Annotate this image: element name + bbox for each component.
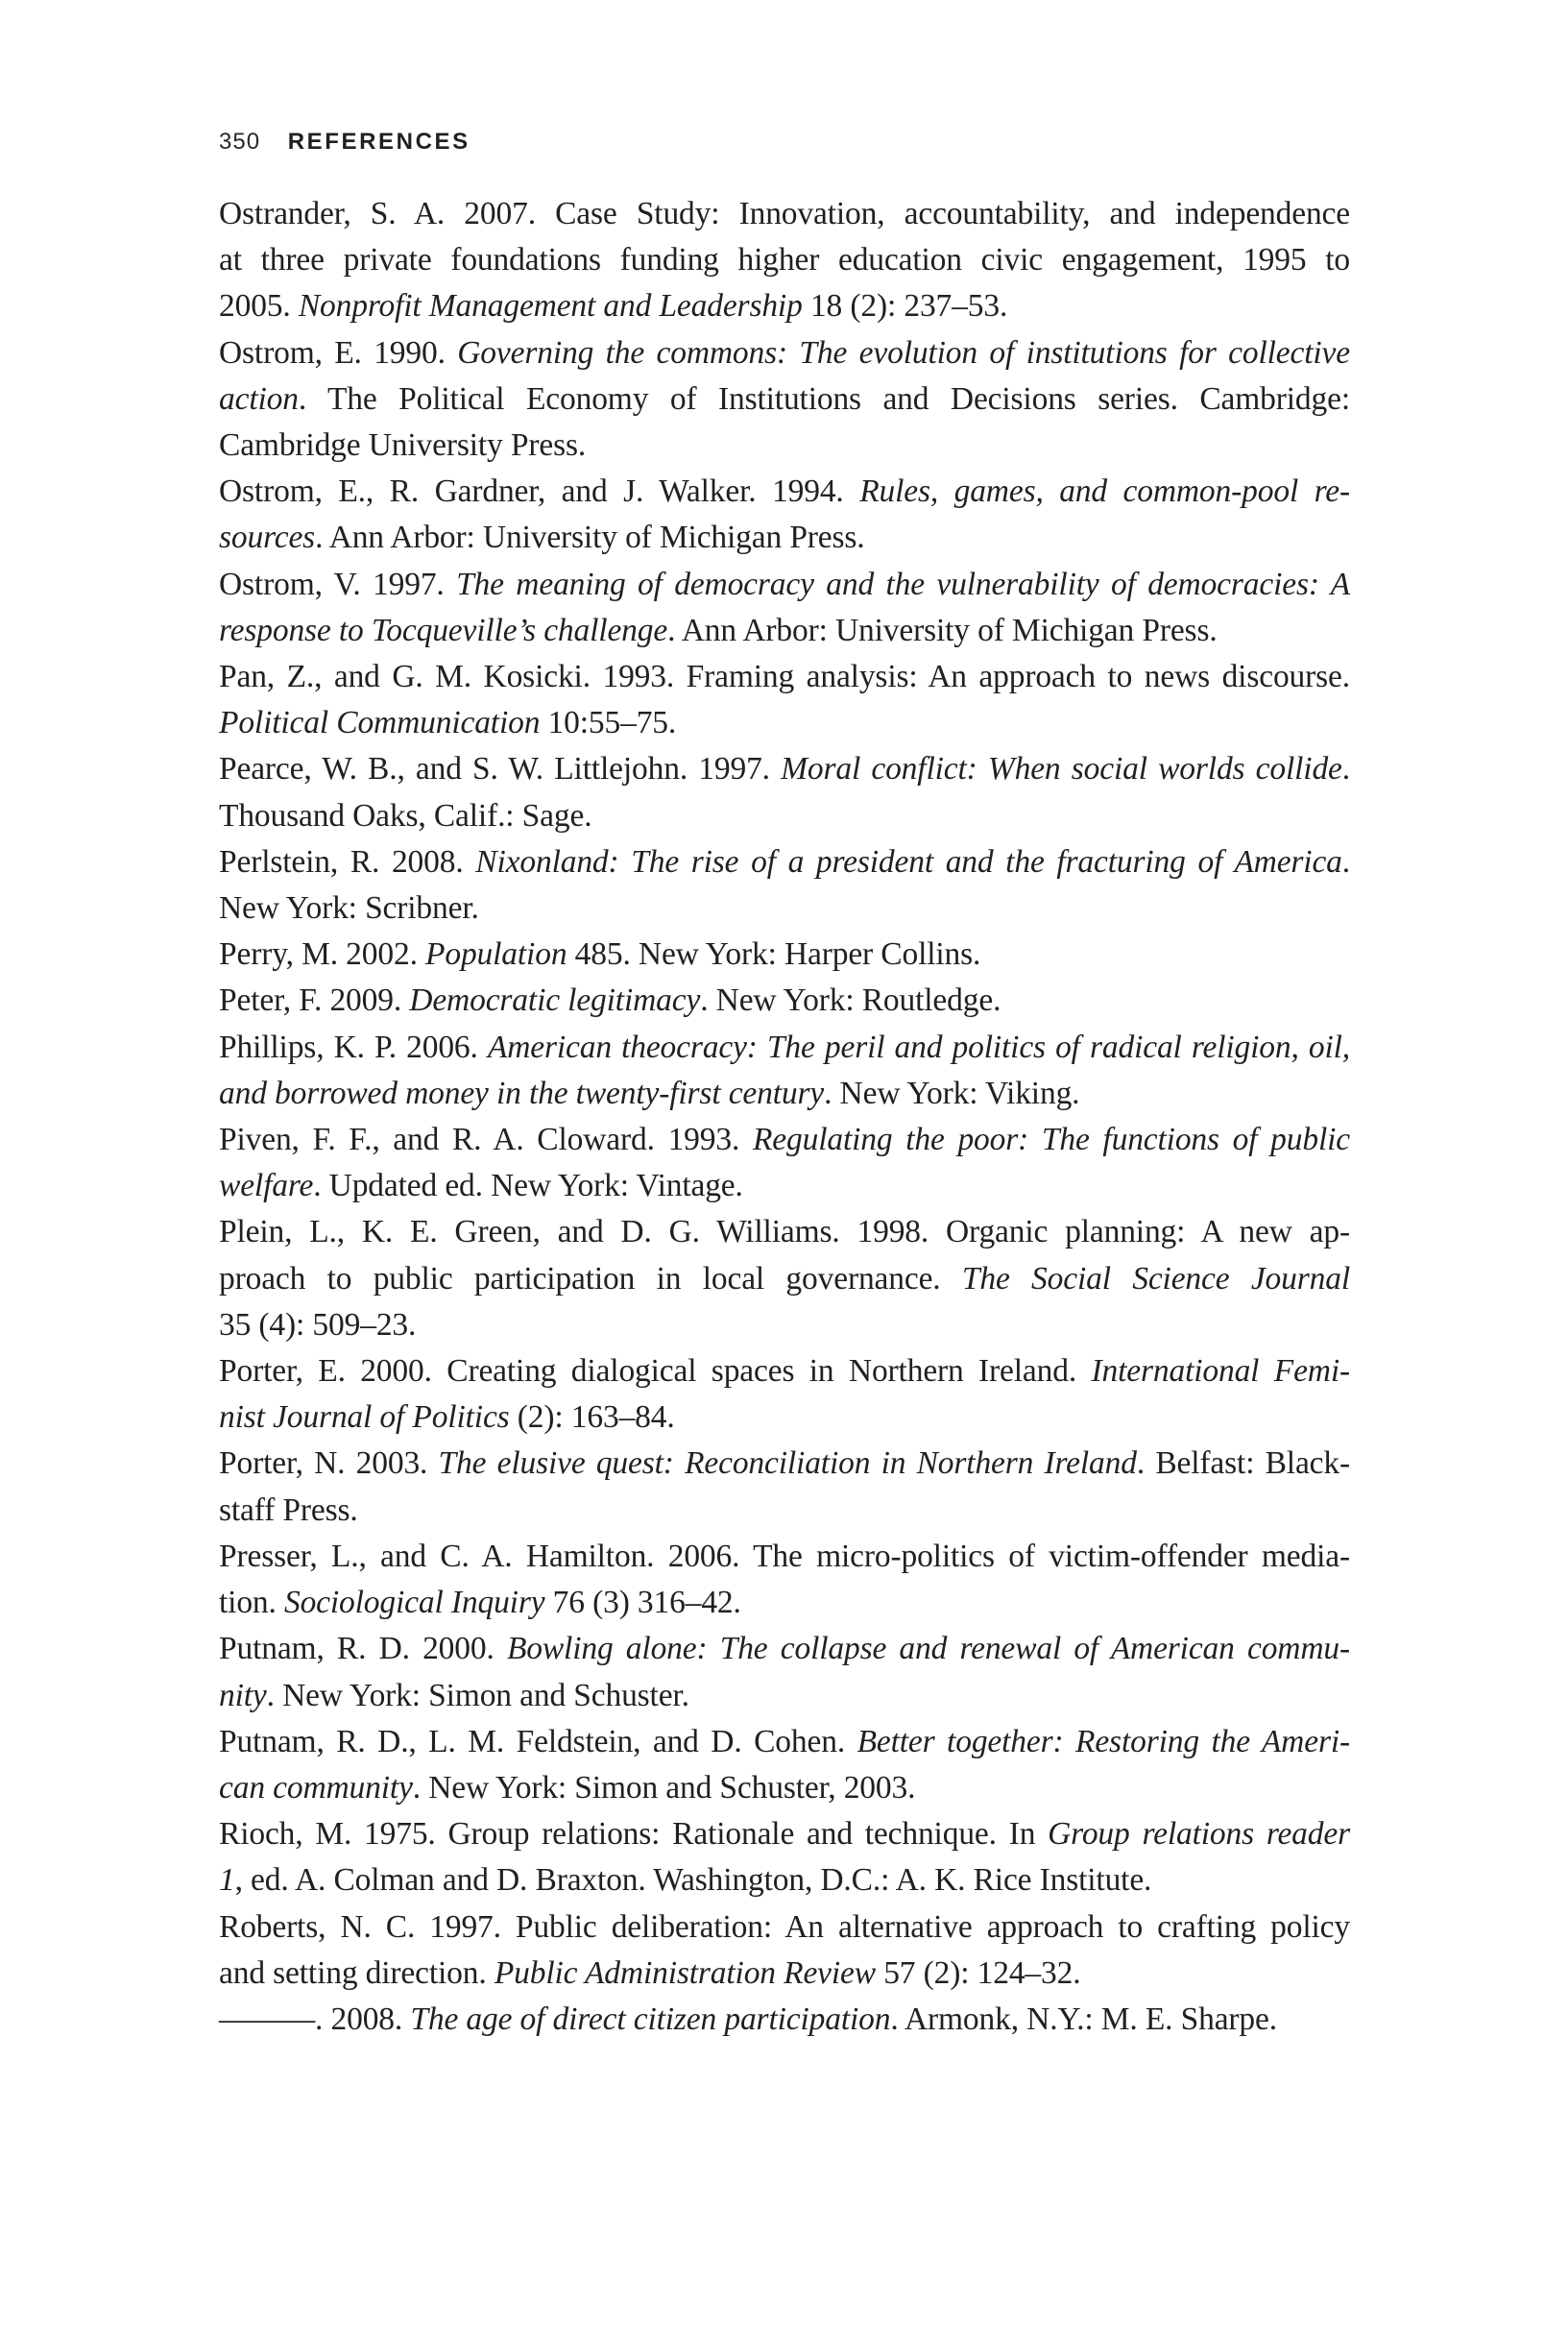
reference-line bbox=[219, 1163, 1350, 1209]
reference-entry bbox=[219, 1025, 1350, 1117]
reference-text: 35 (4): 509–23. bbox=[219, 1306, 417, 1343]
reference-text: . New York: Simon and Schuster. bbox=[266, 1677, 689, 1713]
reference-line bbox=[219, 793, 1350, 839]
reference-italic-title: Bowling alone: The collapse and renewal of American commu- bbox=[506, 1631, 1351, 1667]
reference-line bbox=[219, 1025, 1350, 1071]
reference-text: . Ann Arbor: University of Michigan Press. bbox=[667, 612, 1218, 648]
reference-entry bbox=[219, 1348, 1350, 1441]
reference-text: 10:55–75. bbox=[540, 705, 677, 741]
reference-text: . bbox=[1341, 843, 1351, 880]
reference-line bbox=[219, 1209, 1350, 1255]
reference-line bbox=[219, 191, 1350, 237]
reference-italic-title: The age of direct citizen participation bbox=[410, 2000, 891, 2037]
reference-italic-title: Governing the commons: The evolution of institutions for collective bbox=[457, 334, 1350, 371]
reference-line bbox=[219, 1117, 1350, 1163]
reference-text: Porter, E. 2000. Creating dialogical spaces in Northern Ireland. bbox=[219, 1353, 1092, 1390]
reference-text: , ed. A. Colman and D. Braxton. Washington, D.C.: A. K. Rice Institute. bbox=[234, 1862, 1152, 1899]
reference-text: 2005. bbox=[219, 288, 299, 325]
reference-text: . The Political Economy of Institutions and Decisions series. Cambridge: bbox=[298, 380, 1350, 417]
reference-text: New York: Scribner. bbox=[219, 890, 479, 927]
reference-text: 485. New York: Harper Collins. bbox=[567, 936, 981, 973]
reference-line bbox=[219, 700, 1350, 746]
reference-italic-title: Democratic legitimacy bbox=[409, 982, 701, 1019]
reference-line bbox=[219, 885, 1350, 932]
reference-text: Peter, F. 2009. bbox=[219, 982, 410, 1019]
reference-line bbox=[219, 1580, 1350, 1626]
reference-text: Ostrander, S. A. 2007. Case Study: Innovation, accountability, and independence bbox=[219, 196, 1350, 231]
reference-text: Piven, F. F., and R. A. Cloward. 1993. bbox=[219, 1122, 753, 1158]
reference-line bbox=[219, 330, 1350, 376]
reference-italic-title: Nonprofit Management and Leadership bbox=[298, 288, 803, 325]
reference-entry bbox=[219, 1997, 1350, 2043]
reference-entry bbox=[219, 469, 1350, 561]
reference-italic-title: Group relations reader bbox=[1048, 1816, 1350, 1853]
reference-italic-title: The Social Science Journal bbox=[961, 1260, 1350, 1297]
section-title: REFERENCES bbox=[287, 129, 470, 155]
reference-line bbox=[219, 1302, 1350, 1348]
reference-text: Porter, N. 2003. bbox=[219, 1445, 439, 1482]
reference-text: Roberts, N. C. 1997. Public deliberation: An alternative approach to crafting policy bbox=[219, 1908, 1350, 1945]
reference-line bbox=[219, 1626, 1351, 1672]
reference-entry bbox=[219, 1811, 1350, 1903]
reference-line bbox=[219, 469, 1350, 515]
reference-entry bbox=[219, 1209, 1350, 1348]
reference-line bbox=[219, 1348, 1350, 1394]
reference-text: . Armonk, N.Y.: M. E. Sharpe. bbox=[890, 2000, 1277, 2037]
reference-italic-title: response to Tocqueville’s challenge bbox=[219, 612, 668, 648]
reference-text: 18 (2): 237–53. bbox=[802, 288, 1008, 325]
reference-text: and setting direction. bbox=[219, 1954, 495, 1991]
reference-text: . Belfast: Black- bbox=[1136, 1445, 1351, 1482]
reference-text: Perry, M. 2002. bbox=[219, 936, 426, 973]
reference-text: . New York: Viking. bbox=[824, 1075, 1080, 1111]
reference-line bbox=[219, 932, 1350, 978]
reference-text: at three private foundations funding higher education civic engagement, 1995 to bbox=[219, 242, 1350, 279]
reference-entry bbox=[219, 746, 1350, 838]
reference-entry bbox=[219, 932, 1350, 978]
reference-line bbox=[219, 839, 1351, 885]
reference-italic-title: Sociological Inquiry bbox=[283, 1585, 545, 1621]
reference-italic-title: and borrowed money in the twenty-first century bbox=[219, 1075, 825, 1111]
reference-line bbox=[219, 1811, 1350, 1857]
reference-text: Thousand Oaks, Calif.: Sage. bbox=[219, 797, 592, 834]
reference-line bbox=[219, 1071, 1350, 1117]
reference-italic-title: The meaning of democracy and the vulnerability of democracies: A bbox=[456, 566, 1350, 602]
reference-entry bbox=[219, 1117, 1350, 1209]
reference-line bbox=[219, 1904, 1350, 1951]
reference-line bbox=[219, 515, 1350, 561]
reference-entry bbox=[219, 562, 1350, 654]
reference-line bbox=[219, 978, 1350, 1024]
reference-entry bbox=[219, 1719, 1350, 1811]
reference-line bbox=[219, 1394, 1350, 1441]
reference-text: Phillips, K. P. 2006. bbox=[219, 1029, 488, 1065]
reference-italic-title: nity bbox=[219, 1677, 267, 1713]
reference-text: Putnam, R. D., L. M. Feldstein, and D. Cohen. bbox=[219, 1723, 857, 1759]
reference-text: Rioch, M. 1975. Group relations: Rationale and technique. In bbox=[219, 1816, 1049, 1853]
reference-line bbox=[219, 1673, 1350, 1719]
reference-list bbox=[219, 191, 1350, 2043]
page-number: 350 bbox=[219, 129, 261, 155]
reference-text: . Updated ed. New York: Vintage. bbox=[313, 1168, 743, 1204]
reference-text: proach to public participation in local governance. bbox=[219, 1260, 962, 1297]
reference-text: Presser, L., and C. A. Hamilton. 2006. The micro-politics of victim-offender media- bbox=[219, 1538, 1350, 1574]
reference-text: . New York: Routledge. bbox=[700, 982, 1001, 1019]
reference-text: Cambridge University Press. bbox=[219, 427, 587, 464]
reference-line bbox=[219, 608, 1350, 654]
reference-text: Putnam, R. D. 2000. bbox=[219, 1631, 507, 1667]
reference-text: ———. 2008. bbox=[219, 2000, 411, 2037]
reference-entry bbox=[219, 1626, 1350, 1718]
reference-italic-title: can community bbox=[219, 1769, 413, 1806]
reference-line bbox=[219, 1256, 1350, 1302]
reference-italic-title: sources bbox=[219, 520, 316, 556]
reference-text: 57 (2): 124–32. bbox=[875, 1954, 1081, 1991]
reference-line bbox=[219, 1857, 1350, 1903]
reference-text: . Ann Arbor: University of Michigan Press. bbox=[315, 520, 865, 556]
reference-entry bbox=[219, 839, 1350, 932]
reference-line bbox=[219, 1534, 1350, 1580]
reference-italic-title: American theocracy: The peril and politics of radical religion, oil, bbox=[487, 1029, 1350, 1065]
reference-text: Ostrom, E. 1990. bbox=[219, 334, 458, 371]
reference-line bbox=[219, 1441, 1351, 1487]
reference-line bbox=[219, 654, 1350, 700]
reference-line bbox=[219, 423, 1350, 469]
reference-italic-title: Population bbox=[425, 936, 567, 973]
reference-line bbox=[219, 1997, 1350, 2043]
reference-entry bbox=[219, 1441, 1350, 1533]
reference-line bbox=[219, 562, 1350, 608]
reference-italic-title: nist Journal of Politics bbox=[219, 1399, 510, 1436]
reference-italic-title: Regulating the poor: The functions of public bbox=[752, 1122, 1350, 1158]
reference-entry bbox=[219, 1904, 1350, 1997]
reference-text: Perlstein, R. 2008. bbox=[219, 843, 476, 880]
reference-line bbox=[219, 376, 1350, 423]
reference-italic-title: Better together: Restoring the Ameri- bbox=[856, 1723, 1350, 1759]
reference-line bbox=[219, 1719, 1350, 1765]
reference-italic-title: welfare bbox=[219, 1168, 314, 1204]
reference-italic-title: Political Communication bbox=[219, 705, 541, 741]
reference-italic-title: Public Administration Review bbox=[494, 1954, 876, 1991]
reference-text: 76 (3) 316–42. bbox=[544, 1585, 741, 1621]
reference-text: Ostrom, V. 1997. bbox=[219, 566, 457, 602]
reference-line bbox=[219, 746, 1350, 792]
reference-text: Ostrom, E., R. Gardner, and J. Walker. 1994. bbox=[219, 473, 860, 510]
reference-italic-title: International Femi- bbox=[1091, 1353, 1350, 1390]
reference-text: Pearce, W. B., and S. W. Littlejohn. 1997. bbox=[219, 751, 782, 788]
reference-line bbox=[219, 1488, 1350, 1534]
reference-line bbox=[219, 1765, 1350, 1811]
reference-italic-title: The elusive quest: Reconciliation in Northern Ireland bbox=[438, 1445, 1137, 1482]
reference-text: Plein, L., K. E. Green, and D. G. Williams. 1998. Organic planning: A new ap- bbox=[219, 1214, 1350, 1250]
reference-italic-title: Rules, games, and common-pool re- bbox=[859, 473, 1350, 510]
reference-italic-title: Moral conflict: When social worlds collide bbox=[781, 751, 1342, 788]
running-head bbox=[219, 129, 470, 156]
reference-entry bbox=[219, 654, 1350, 746]
reference-entry bbox=[219, 1534, 1350, 1626]
reference-text: . bbox=[1341, 751, 1350, 788]
reference-italic-title: action bbox=[219, 380, 299, 417]
reference-line bbox=[219, 283, 1350, 329]
reference-text: Pan, Z., and G. M. Kosicki. 1993. Framing analysis: An approach to news discourse. bbox=[219, 659, 1350, 695]
reference-line bbox=[219, 1951, 1350, 1997]
reference-line bbox=[219, 237, 1350, 283]
reference-text: tion. bbox=[219, 1585, 284, 1621]
reference-text: . New York: Simon and Schuster, 2003. bbox=[412, 1769, 916, 1806]
reference-entry bbox=[219, 978, 1350, 1024]
reference-entry bbox=[219, 191, 1350, 330]
reference-entry bbox=[219, 330, 1350, 470]
reference-italic-title: Nixonland: The rise of a president and the fracturing of America bbox=[475, 843, 1342, 880]
reference-text: staff Press. bbox=[219, 1491, 358, 1528]
reference-text: (2): 163–84. bbox=[509, 1399, 675, 1436]
reference-italic-title: 1 bbox=[219, 1862, 235, 1899]
